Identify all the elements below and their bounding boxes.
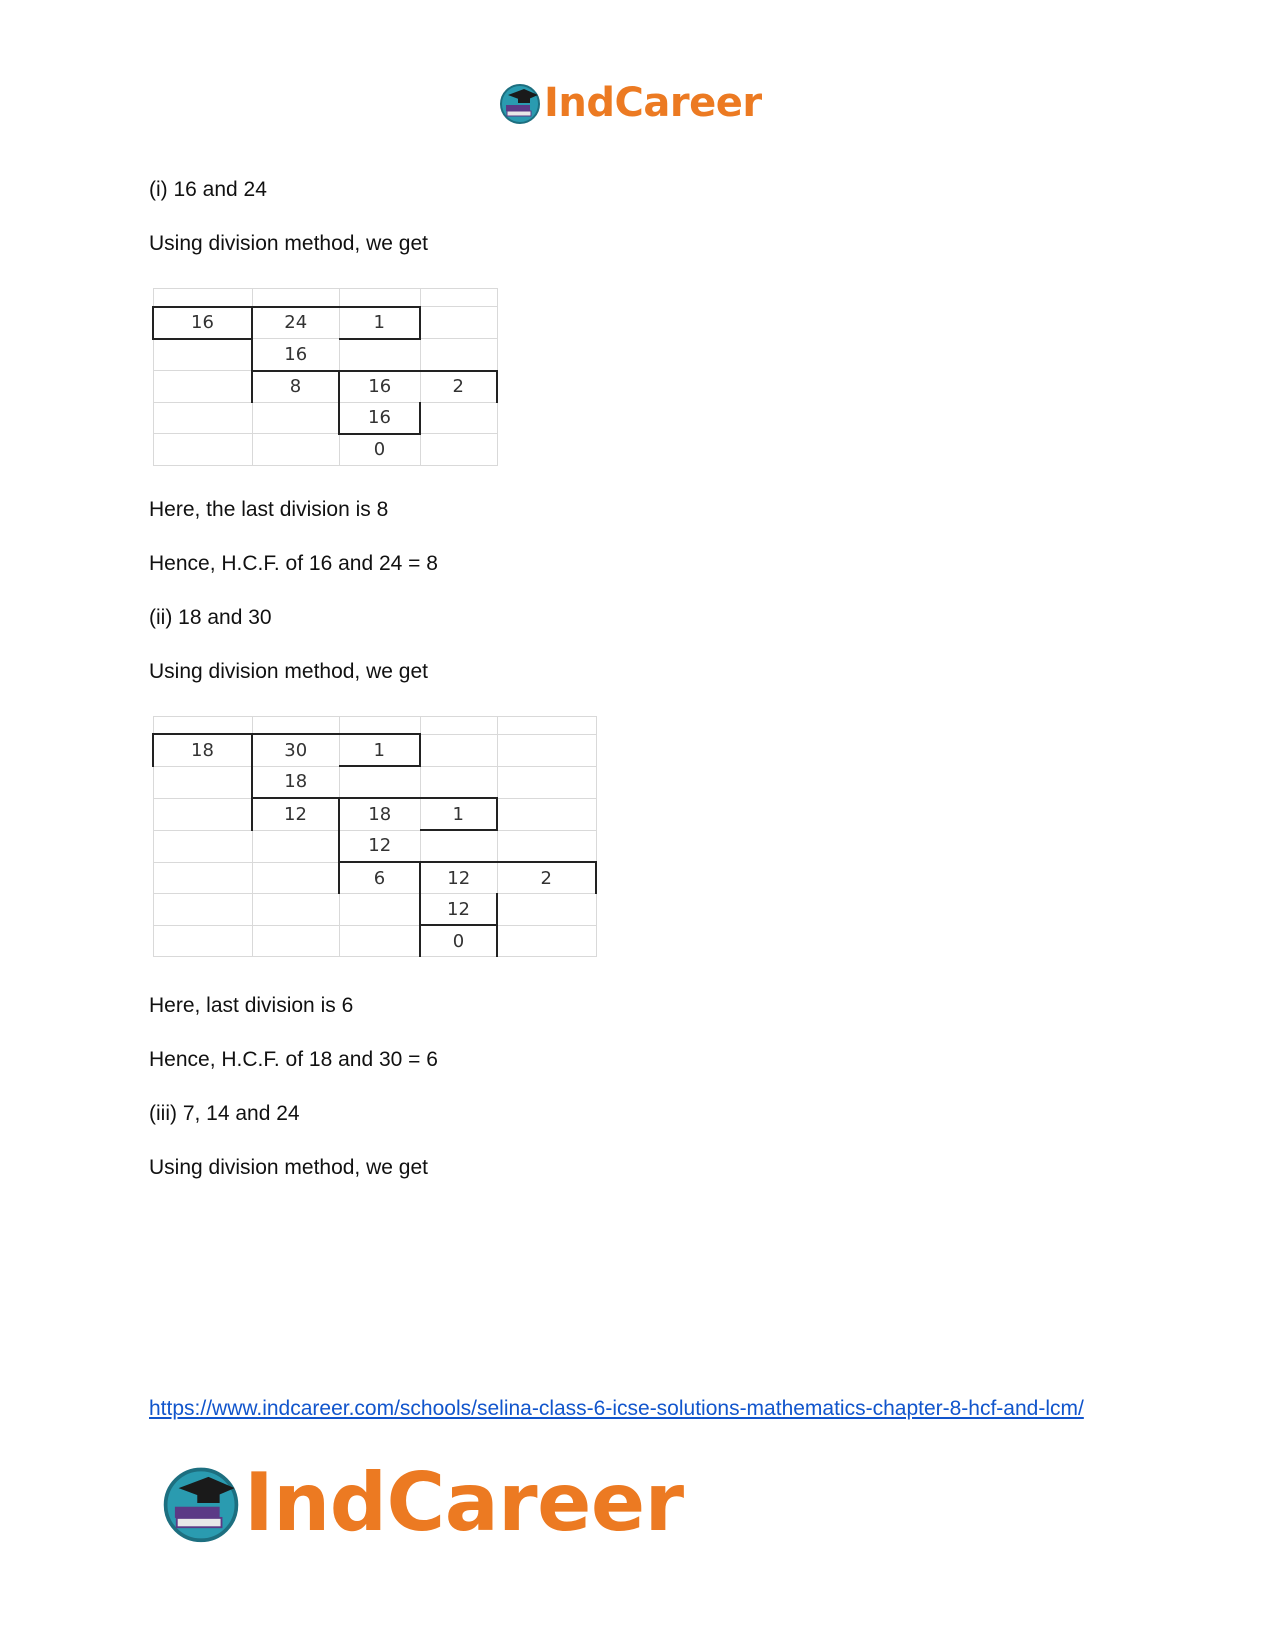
table-cell	[153, 766, 252, 798]
table-cell	[252, 894, 339, 926]
table-cell	[497, 925, 596, 957]
table-cell: 18	[252, 766, 339, 798]
table-cell: 1	[420, 798, 497, 830]
table-cell	[339, 894, 420, 926]
table-cell	[153, 830, 252, 862]
footer-source-link[interactable]: https://www.indcareer.com/schools/selina-class-6-icse-solutions-mathematics-chapter-8-hcf-and-lcm/	[149, 1397, 1084, 1420]
division-table-ii	[152, 716, 597, 957]
section-iii-method: Using division method, we get	[149, 1156, 428, 1179]
table-cell: 16	[153, 307, 252, 339]
table-cell	[153, 798, 252, 830]
table-cell: 18	[153, 734, 252, 766]
division-table-i	[152, 288, 498, 466]
section-i-note: Here, the last division is 8	[149, 498, 389, 521]
table-cell	[420, 734, 497, 766]
table-cell: 1	[339, 307, 420, 339]
table-cell: 24	[252, 307, 339, 339]
table-cell	[497, 798, 596, 830]
table-cell: 18	[339, 798, 420, 830]
section-ii-heading: (ii) 18 and 30	[149, 606, 272, 629]
table-cell: 2	[420, 371, 497, 403]
table-cell	[153, 371, 252, 403]
table-cell	[153, 434, 252, 466]
table-cell: 16	[252, 339, 339, 371]
table-cell	[420, 434, 497, 466]
table-cell: 16	[339, 402, 420, 434]
table-cell	[339, 766, 420, 798]
graduation-book-icon	[498, 81, 542, 125]
section-i-result: Hence, H.C.F. of 16 and 24 = 8	[149, 552, 438, 575]
table-cell: 1	[339, 734, 420, 766]
table-cell	[420, 830, 497, 862]
table-cell	[497, 766, 596, 798]
table-cell: 12	[420, 862, 497, 894]
table-cell: 30	[252, 734, 339, 766]
table-cell	[420, 402, 497, 434]
table-cell: 2	[497, 862, 596, 894]
table-cell: 0	[420, 925, 497, 957]
table-cell	[252, 830, 339, 862]
header-logo-text: IndCareer	[544, 80, 762, 126]
table-cell: 12	[420, 894, 497, 926]
table-cell	[497, 830, 596, 862]
section-ii-note: Here, last division is 6	[149, 994, 354, 1017]
footer-logo	[160, 1456, 684, 1549]
table-cell: 12	[252, 798, 339, 830]
table-cell	[153, 862, 252, 894]
graduation-book-icon	[160, 1462, 242, 1544]
table-cell	[252, 402, 339, 434]
table-cell	[252, 925, 339, 957]
table-cell: 0	[339, 434, 420, 466]
table-cell	[153, 339, 252, 371]
table-cell: 6	[339, 862, 420, 894]
section-iii-heading: (iii) 7, 14 and 24	[149, 1102, 300, 1125]
table-cell	[497, 734, 596, 766]
table-cell	[252, 434, 339, 466]
table-cell	[420, 766, 497, 798]
header-logo	[498, 80, 762, 126]
table-cell	[153, 402, 252, 434]
table-cell	[420, 307, 497, 339]
table-cell	[339, 925, 420, 957]
table-cell	[153, 925, 252, 957]
section-ii-result: Hence, H.C.F. of 18 and 30 = 6	[149, 1048, 438, 1071]
table-cell	[339, 339, 420, 371]
table-cell	[252, 862, 339, 894]
section-i-heading: (i) 16 and 24	[149, 178, 267, 201]
section-i-method: Using division method, we get	[149, 232, 428, 255]
table-cell	[153, 894, 252, 926]
table-cell: 8	[252, 371, 339, 403]
table-cell	[420, 339, 497, 371]
section-ii-method: Using division method, we get	[149, 660, 428, 683]
table-cell	[497, 894, 596, 926]
table-cell: 12	[339, 830, 420, 862]
table-cell: 16	[339, 371, 420, 403]
footer-logo-text: IndCareer	[244, 1456, 684, 1549]
